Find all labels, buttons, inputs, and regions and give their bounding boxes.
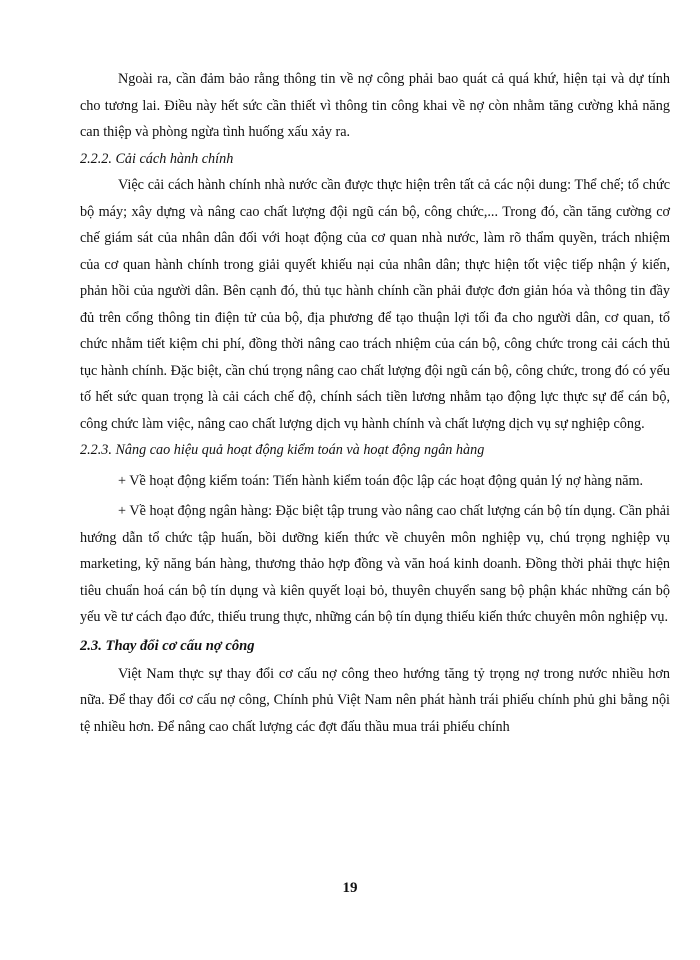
banking-paragraph: + Về hoạt động ngân hàng: Đặc biệt tập trung vào nâng cao chất lượng cán bộ tín dụng. Cần phải hướng dẫn tổ chức tập huấn, bồi dưỡng kiến thức về chuyên môn nghiệp vụ, chú trọng nghiệp vụ marketing, kỹ năng bán hàng, thương thảo hợp đồng và văn hoá kinh doanh. Đồng thời phải thực hiện tiêu chuẩn hoá cán bộ tín dụng và kiên quyết loại bỏ, thuyên chuyển sang bộ phận khác những cán bộ yếu về tư cách đạo đức, thiếu trung thực, những cán bộ tín dụng thiếu kiến thức chuyên môn nghiệp vụ. xyxy=(80,503,670,625)
debt-structure-paragraph: Việt Nam thực sự thay đổi cơ cấu nợ công theo hướng tăng tỷ trọng nợ trong nước nhiều hơn nữa. Để thay đổi cơ cấu nợ công, Chính phủ Việt Nam nên phát hành trái phiếu chính phủ ghi bằng nội tệ nhiều hơn. Để nâng cao chất lượng các đợt đấu thầu mua trái phiếu chính xyxy=(80,665,670,735)
audit-paragraph: + Về hoạt động kiểm toán: Tiến hành kiểm toán độc lập các hoạt động quản lý nợ hàng năm. xyxy=(118,472,644,489)
admin-reform-paragraph: Việc cải cách hành chính nhà nước cần được thực hiện trên tất cả các nội dung: Thể chế; tổ chức bộ máy; xây dựng và nâng cao chất lượng đội ngũ cán bộ, công chức,... Trong đó, cần tăng cường cơ chế giám sát của nhân dân đối với hoạt động của cơ quan nhà nước, làm rõ thẩm quyền, trách nhiệm của cơ quan hành chính trong giải quyết khiếu nại của nhân dân; thực hiện tốt việc tiếp nhận ý kiến, phản hồi của người dân. Bên cạnh đó, thủ tục hành chính cần phải được đơn giản hóa và thông tin đầy đủ trên cổng thông tin điện tử của bộ, địa phương để tạo thuận lợi tối đa cho người dân, cơ quan, tổ chức nhằm tiết kiệm chi phí, đồng thời nâng cao trách nhiệm của cán bộ, công chức trong cải cách thủ tục hành chính. Đặc biệt, cần chú trọng nâng cao chất lượng đội ngũ cán bộ, công chức, trong đó có yếu tố hết sức quan trọng là cải cách chế độ, chính sách tiền lương nhằm tạo động lực thực sự để cán bộ, công chức làm việc, nâng cao chất lượng dịch vụ hành chính và chất lượng dịch vụ sự nghiệp công. xyxy=(80,177,670,432)
section-heading-2-2-2: 2.2.2. Cải cách hành chính xyxy=(80,150,234,167)
section-heading-2-2-3: 2.2.3. Nâng cao hiệu quả hoạt động kiểm toán và hoạt động ngân hàng xyxy=(80,442,485,458)
intro-paragraph: Ngoài ra, cần đảm bảo rằng thông tin về nợ công phải bao quát cả quá khứ, hiện tại và dự tính cho tương lai. Điều này hết sức cần thiết vì thông tin công khai về nợ còn nhằm tăng cường khả năng can thiệp và phòng ngừa tình huống xấu xảy ra. xyxy=(80,71,670,140)
page-number: 19 xyxy=(342,880,358,896)
section-heading-2-3: 2.3. Thay đổi cơ cấu nợ công xyxy=(80,637,255,654)
document-page xyxy=(80,66,670,740)
